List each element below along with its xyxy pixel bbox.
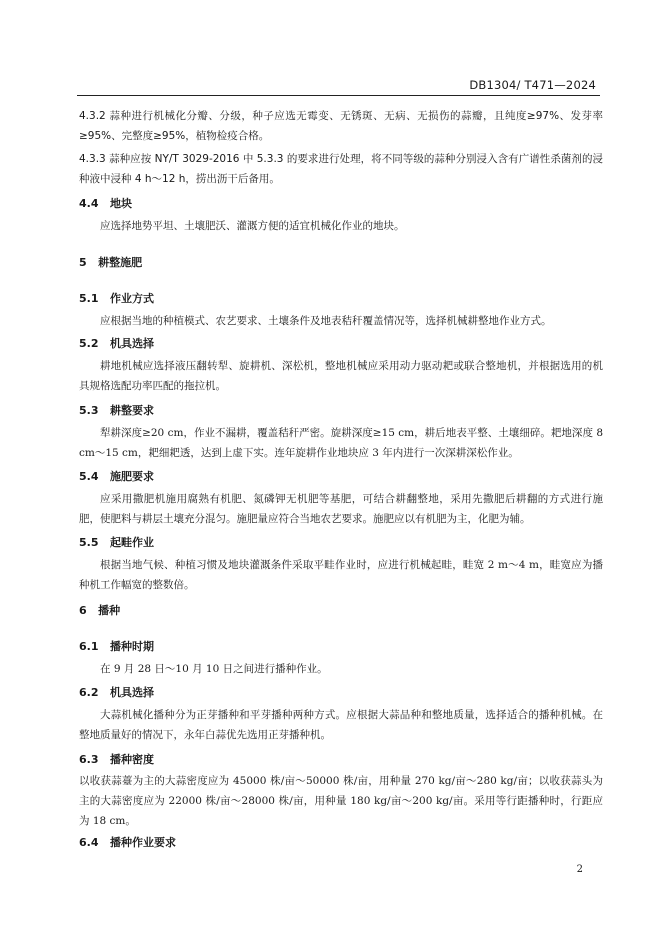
header-divider — [77, 95, 600, 96]
heading-5-1: 5.1 作业方式 — [79, 292, 154, 305]
heading-6-4: 6.4 播种作业要求 — [79, 836, 176, 849]
paragraph-5-2: 耕地机械应选择液压翻转犁、旋耕机、深松机，整地机械应采用动力驱动耙或联合整地机，并根据选用的机具规格选配功率匹配的拖拉机。 — [79, 360, 603, 392]
page-number: 2 — [576, 864, 583, 875]
paragraph-6-3: 以收获蒜薹为主的大蒜密度应为 45000 株/亩～50000 株/亩，用种量 270 kg/亩～280 kg/亩；以收获蒜头为主的大蒜密度应为 22000 株/亩～28000 株/亩，用种量 180 kg/亩～200 kg/亩。采用等行距播种时，行距应为 18 cm。 — [79, 775, 603, 827]
heading-6-3: 6.3 播种密度 — [79, 753, 154, 766]
clause-4-3-3: 4.3.3 蒜种应按 NY/T 3029-2016 中 5.3.3 的要求进行处理，将不同等级的蒜种分别浸入含有广谱性杀菌剂的浸种液中浸种 4 h～12 h，捞出沥干后备用。 — [79, 153, 603, 185]
heading-5-5: 5.5 起畦作业 — [79, 536, 154, 549]
heading-5-3: 5.3 耕整要求 — [79, 404, 154, 417]
heading-5-4: 5.4 施肥要求 — [79, 470, 154, 483]
paragraph-5-5: 根据当地气候、种植习惯及地块灌溉条件采取平畦作业时，应进行机械起畦，畦宽 2 m～4 m，畦宽应为播种机工作幅宽的整数倍。 — [79, 559, 603, 591]
paragraph-5-3: 犁耕深度≥20 cm，作业不漏耕，覆盖秸秆严密。旋耕深度≥15 cm，耕后地表平整、土壤细碎。耙地深度 8 cm～15 cm，耙细耙透，达到上虚下实。连年旋耕作业地块应 3 年内进行一次深耕深松作业。 — [79, 427, 603, 459]
paragraph-5-1: 应根据当地的种植模式、农艺要求、土壤条件及地表秸秆覆盖情况等，选择机械耕整地作业方式。 — [100, 315, 552, 327]
paragraph-5-4: 应采用撒肥机施用腐熟有机肥、氮磷钾无机肥等基肥，可结合耕翻整地，采用先撒肥后耕翻的方式进行施肥，使肥料与耕层土壤充分混匀。施肥量应符合当地农艺要求。施肥应以有机肥为主，化肥为辅。 — [79, 493, 603, 525]
heading-6-1: 6.1 播种时期 — [79, 640, 154, 653]
heading-6: 6 播种 — [79, 604, 121, 617]
document-code: DB1304/ T471—2024 — [469, 78, 596, 92]
heading-6-2: 6.2 机具选择 — [79, 686, 154, 699]
heading-5-2: 5.2 机具选择 — [79, 337, 154, 350]
heading-4-4: 4.4 地块 — [79, 197, 132, 210]
paragraph-4-4: 应选择地势平坦、土壤肥沃、灌溉方便的适宜机械化作业的地块。 — [100, 220, 405, 232]
paragraph-6-1: 在 9 月 28 日～10 月 10 日之间进行播种作业。 — [100, 663, 328, 675]
paragraph-6-2: 大蒜机械化播种分为正芽播种和平芽播种两种方式。应根据大蒜品种和整地质量，选择适合的播种机械。在整地质量好的情况下，永年白蒜优先选用正芽播种机。 — [79, 709, 603, 741]
heading-5: 5 耕整施肥 — [79, 256, 143, 269]
clause-4-3-2: 4.3.2 蒜种进行机械化分瓣、分级，种子应选无霉变、无锈斑、无病、无损伤的蒜瓣，且纯度≥97%、发芽率≥95%、完整度≥95%，植物检疫合格。 — [79, 110, 603, 142]
